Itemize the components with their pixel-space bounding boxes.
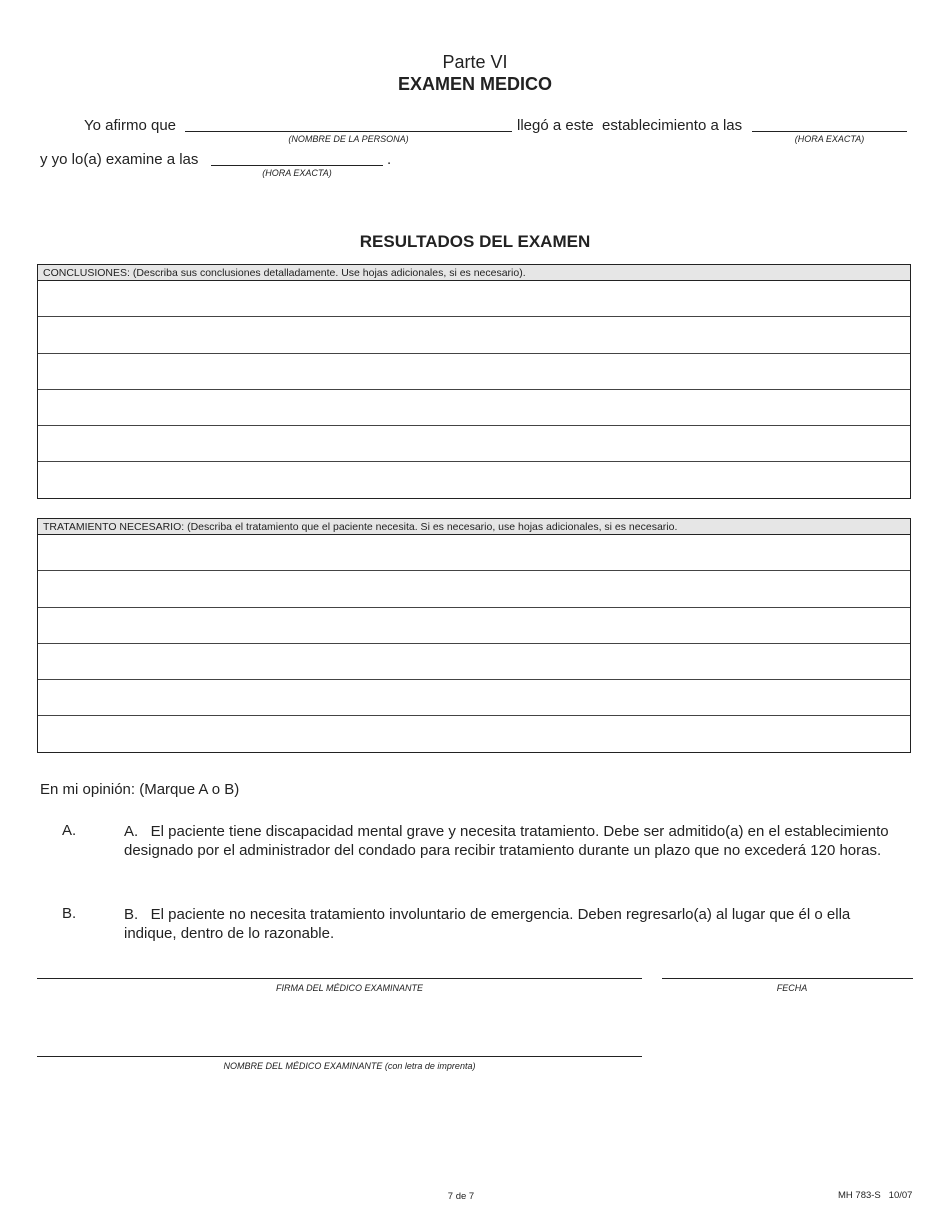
form-id: MH 783-S 10/07 <box>838 1190 913 1201</box>
conclusions-box <box>37 264 911 499</box>
exam-prefix: y yo lo(a) examine a las <box>40 151 199 168</box>
option-b-letter[interactable]: B. <box>62 905 77 922</box>
arrival-time-caption: (HORA EXACTA) <box>794 134 865 144</box>
option-b-text: B. El paciente no necesita tratamiento involuntario de emergencia. Deben regresarlo(a) al lugar que él o ella indique, dentro de lo razonable. <box>124 906 855 942</box>
results-title: RESULTADOS DEL EXAMEN <box>359 232 591 251</box>
printed-name-line[interactable] <box>37 1056 642 1057</box>
arrived-text: llegó a este establecimiento a las <box>517 117 743 134</box>
person-name-field[interactable] <box>185 131 512 132</box>
treatment-line[interactable] <box>38 608 910 644</box>
conclusions-line[interactable] <box>38 354 910 390</box>
treatment-line[interactable] <box>38 716 910 752</box>
conclusions-line[interactable] <box>38 281 910 317</box>
printed-name-caption: NOMBRE DEL MÉDICO EXAMINANTE (con letra de imprenta) <box>223 1061 476 1071</box>
treatment-line[interactable] <box>38 680 910 716</box>
treatment-box <box>37 518 911 753</box>
treatment-line[interactable] <box>38 535 910 571</box>
part-label: Parte VI <box>442 52 508 72</box>
date-line[interactable] <box>662 978 913 979</box>
treatment-line[interactable] <box>38 644 910 680</box>
opinion-prompt: En mi opinión: (Marque A o B) <box>40 781 240 798</box>
person-name-caption: (NOMBRE DE LA PERSONA) <box>288 134 409 144</box>
conclusions-line[interactable] <box>38 462 910 498</box>
signature-line[interactable] <box>37 978 642 979</box>
affirm-prefix: Yo afirmo que <box>84 117 177 134</box>
exam-time-caption: (HORA EXACTA) <box>262 168 332 178</box>
page-number: 7 de 7 <box>447 1191 475 1202</box>
page-title: EXAMEN MEDICO <box>397 74 552 94</box>
option-a-text: A. El paciente tiene discapacidad mental grave y necesita tratamiento. Debe ser admitido(a) en el establecimiento designado por el administrador del condado para recibir tratamiento durante un plazo que no excederá 120 horas. <box>124 823 893 859</box>
conclusions-line[interactable] <box>38 390 910 426</box>
conclusions-label: CONCLUSIONES: (Describa sus conclusiones detalladamente. Use hojas adicionales, si es necesario). <box>38 265 910 281</box>
treatment-label: TRATAMIENTO NECESARIO: (Describa el tratamiento que el paciente necesita. Si es necesario, use hojas adicionales, si es necesario. <box>38 519 910 535</box>
arrival-time-field[interactable] <box>752 131 907 132</box>
signature-caption: FIRMA DEL MÉDICO EXAMINANTE <box>275 983 424 993</box>
treatment-line[interactable] <box>38 571 910 607</box>
exam-period: . <box>387 151 392 168</box>
option-a-letter[interactable]: A. <box>62 822 77 839</box>
exam-time-field[interactable] <box>211 165 383 166</box>
date-caption: FECHA <box>776 983 808 993</box>
conclusions-line[interactable] <box>38 317 910 353</box>
conclusions-line[interactable] <box>38 426 910 462</box>
